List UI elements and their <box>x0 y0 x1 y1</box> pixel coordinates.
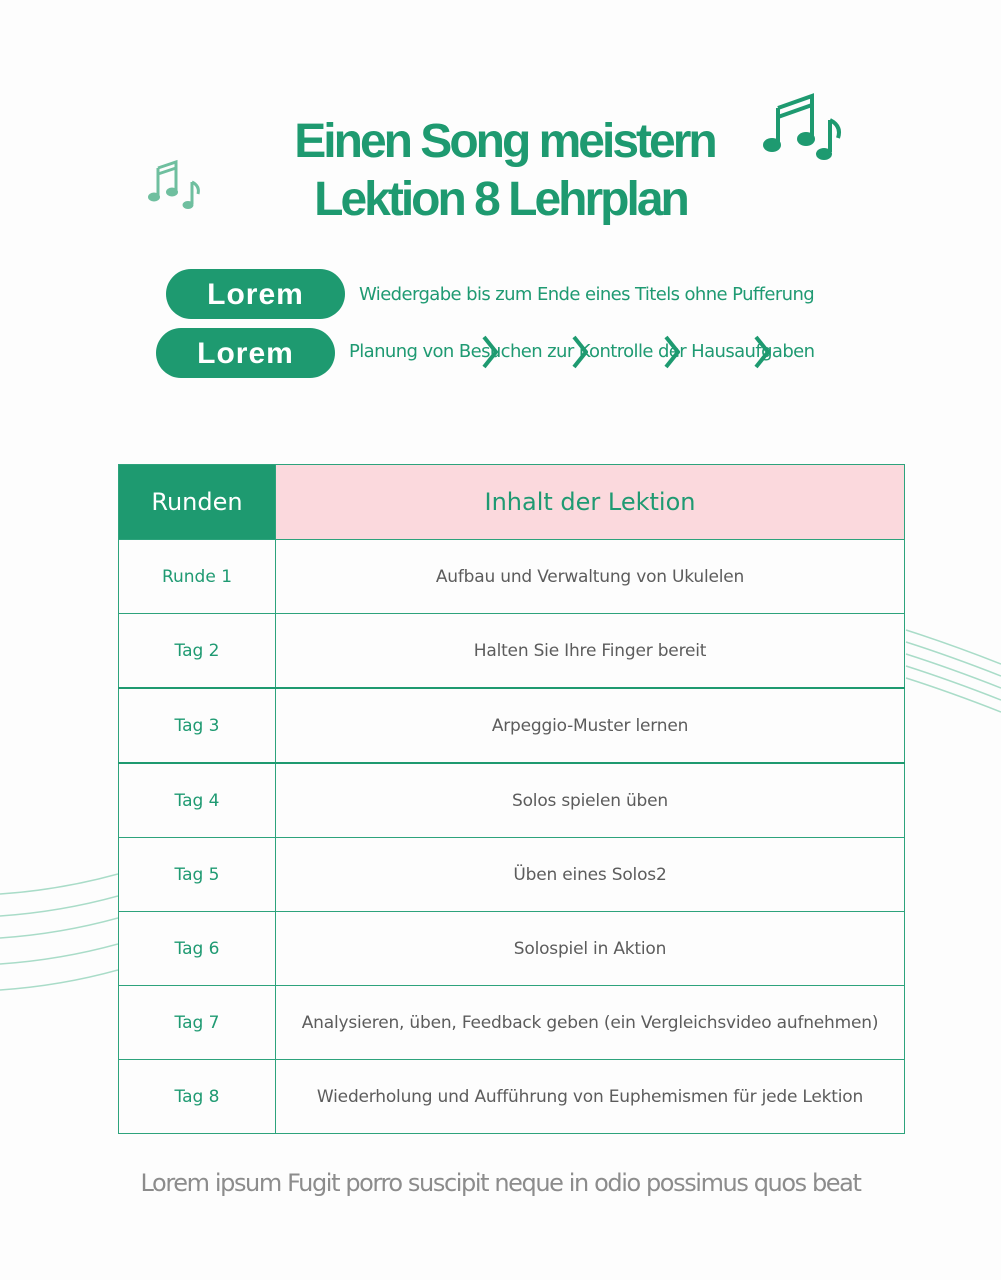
music-notes-icon <box>146 156 206 212</box>
round-cell: Tag 6 <box>119 912 276 986</box>
page-title-line-2: Lektion 8 Lehrplan <box>314 173 687 226</box>
lesson-schedule-table <box>118 464 905 1134</box>
round-cell: Runde 1 <box>119 540 276 614</box>
table-row <box>119 540 905 614</box>
content-cell: Solospiel in Aktion <box>276 912 905 986</box>
footer-text: Lorem ipsum Fugit porro suscipit neque in odio possimus quos beat <box>140 1169 861 1197</box>
header-content: Inhalt der Lektion <box>276 465 905 540</box>
round-cell: Tag 8 <box>119 1060 276 1134</box>
tag-description-1: Wiedergabe bis zum Ende eines Titels ohne Pufferung <box>359 284 815 305</box>
table-row <box>119 1060 905 1134</box>
table-row <box>119 912 905 986</box>
content-cell: Üben eines Solos2 <box>276 838 905 912</box>
content-cell: Arpeggio-Muster lernen <box>276 688 905 763</box>
table-header-row <box>119 465 905 540</box>
chevron-right-icon <box>754 335 770 369</box>
round-cell: Tag 4 <box>119 763 276 838</box>
tag-pill-1: Lorem <box>166 269 345 319</box>
chevron-right-icon <box>664 335 680 369</box>
round-cell: Tag 2 <box>119 614 276 689</box>
round-cell: Tag 7 <box>119 986 276 1060</box>
table-row <box>119 838 905 912</box>
round-cell: Tag 3 <box>119 688 276 763</box>
music-notes-icon <box>760 90 846 168</box>
wave-lines-decoration <box>900 620 1001 720</box>
header-rounds: Runden <box>119 465 276 540</box>
page-title-line-1: Einen Song meistern <box>294 115 715 168</box>
content-cell: Aufbau und Verwaltung von Ukulelen <box>276 540 905 614</box>
wave-lines-decoration <box>0 860 118 1000</box>
tag-description-2: Planung von Besuchen zur Kontrolle der Hausaufgaben <box>349 341 815 362</box>
chevron-right-icon <box>572 335 588 369</box>
content-cell: Solos spielen üben <box>276 763 905 838</box>
content-cell: Halten Sie Ihre Finger bereit <box>276 614 905 689</box>
content-cell: Wiederholung und Aufführung von Euphemismen für jede Lektion <box>276 1060 905 1134</box>
table-row <box>119 763 905 838</box>
table-row <box>119 614 905 689</box>
table-row <box>119 688 905 763</box>
round-cell: Tag 5 <box>119 838 276 912</box>
content-cell: Analysieren, üben, Feedback geben (ein Vergleichsvideo aufnehmen) <box>276 986 905 1060</box>
chevron-right-icon <box>482 335 498 369</box>
table-row <box>119 986 905 1060</box>
tag-pill-2: Lorem <box>156 328 335 378</box>
